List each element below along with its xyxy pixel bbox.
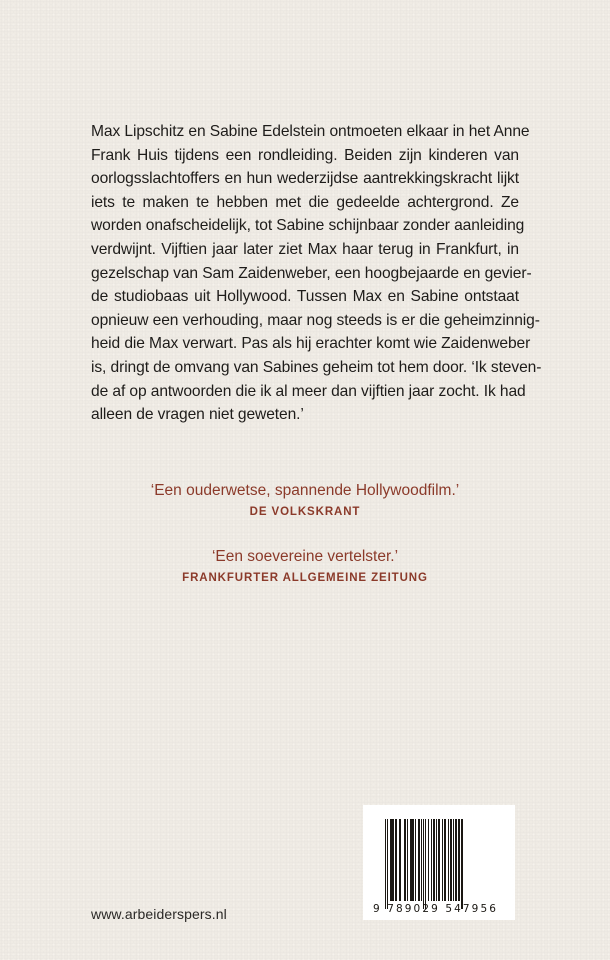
- blurb-line: heid die Max verwart. Pas als hij erachter komt wie Zaidenweber: [91, 335, 531, 353]
- blurb-line: Frank Huis tijdens een rondleiding. Beiden zijn kinderen van: [91, 146, 519, 164]
- isbn-number: 9 789029 547956: [373, 903, 499, 915]
- blurb-line: verdwijnt. Vijftien jaar later ziet Max haar terug in Frankfurt, in: [91, 240, 519, 258]
- review-faz: [0, 547, 610, 587]
- review-quotes: [0, 481, 610, 587]
- review-source: FRANKFURTER ALLGEMEINE ZEITUNG: [182, 572, 428, 584]
- barcode-bars-icon: [385, 819, 497, 901]
- blurb-line: opnieuw een verhouding, maar nog steeds is er die geheimzinnig-: [91, 311, 540, 329]
- blurb-line: Max Lipschitz en Sabine Edelstein ontmoeten elkaar in het Anne: [91, 123, 530, 140]
- blurb-line: de af op antwoorden die ik al meer dan vijftien jaar zocht. Ik had: [91, 382, 526, 400]
- blurb-line: worden onafscheidelijk, tot Sabine schijnbaar zonder aanleiding: [91, 217, 525, 235]
- blurb-text: [91, 120, 542, 427]
- publisher-website: www.arbeiderspers.nl: [91, 906, 227, 922]
- isbn-barcode: [363, 805, 515, 920]
- blurb-line: gezelschap van Sam Zaidenweber, een hoogbejaarde en gevier-: [91, 264, 532, 282]
- blurb-line: is, dringt de omvang van Sabines geheim tot hem door. ‘Ik steven-: [91, 358, 542, 376]
- review-volkskrant: [0, 481, 610, 521]
- blurb-line: alleen de vragen niet geweten.’: [91, 406, 304, 424]
- blurb-line: de studiobaas uit Hollywood. Tussen Max en Sabine ontstaat: [91, 288, 519, 306]
- review-source: DE VOLKSKRANT: [249, 506, 361, 518]
- blurb-line: iets te maken te hebben met die gedeelde achtergrond. Ze: [91, 193, 519, 211]
- review-quote: ‘Een ouderwetse, spannende Hollywoodfilm.’: [150, 482, 460, 499]
- blurb-line: oorlogsslachtoffers en hun wederzijdse aantrekkingskracht lijkt: [91, 170, 519, 188]
- review-quote: ‘Een soevereine vertelster.’: [211, 548, 399, 565]
